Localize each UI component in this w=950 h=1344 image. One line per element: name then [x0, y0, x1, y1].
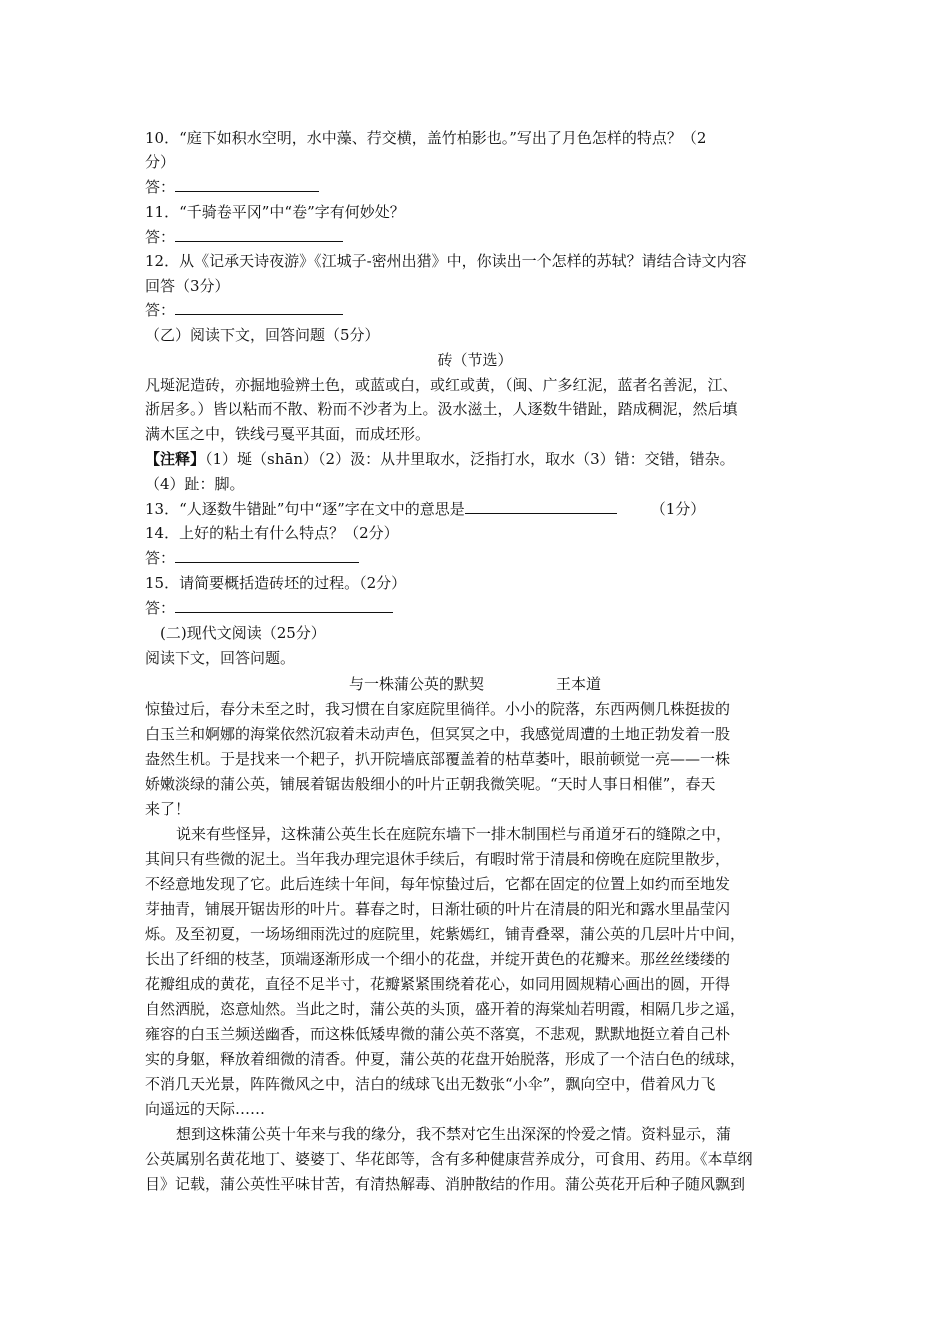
answer-line-15[interactable]: 答： [145, 596, 393, 620]
answer-line-14[interactable]: 答： [145, 546, 359, 570]
question-12-continued: 回答（3分） [145, 277, 230, 295]
passage-c-line: 自然洒脱，恣意灿然。当此之时，蒲公英的头顶，盛开着的海棠灿若明霞，相隔几步之遥， [145, 1000, 746, 1018]
question-10: 10．“庭下如积水空明，水中藻、荇交横，盖竹柏影也。”写出了月色怎样的特点？（2 [145, 129, 707, 147]
question-14: 14．上好的粘土有什么特点？（2分） [145, 524, 399, 542]
passage-c-line: 其间只有些微的泥土。当年我办理完退休手续后，有暇时常于清晨和傍晚在庭院里散步， [145, 850, 731, 868]
question-11: 11．“千骑卷平冈”中“卷”字有何妙处？ [145, 203, 405, 221]
section-c-instruction: 阅读下文，回答问题。 [145, 649, 296, 667]
passage-c-line: 说来有些怪异，这株蒲公英生长在庭院东墙下一排木制围栏与甬道牙石的缝隙之中， [176, 825, 732, 843]
passage-c-line: 白玉兰和婀娜的海棠依然沉寂着未动声色，但冥冥之中，我感觉周遭的土地正勃发着一股 [145, 725, 731, 743]
passage-c-line: 想到这株蒲公英十年来与我的缘分，我不禁对它生出深深的怜爱之情。资料显示，蒲 [176, 1125, 732, 1143]
section-b-heading: （乙）阅读下文，回答问题（5分） [145, 326, 380, 344]
passage-c-line: 公英属别名黄花地丁、婆婆丁、华花郎等，含有多种健康营养成分，可食用、药用。《本草纲 [145, 1150, 753, 1168]
passage-c-line: 惊蛰过后，春分未至之时，我习惯在自家庭院里徜徉。小小的院落，东西两侧几株挺拔的 [145, 700, 731, 718]
passage-c-line: 芽抽青，铺展开锯齿形的叶片。暮春之时，日渐壮硕的叶片在清晨的阳光和露水里晶莹闪 [145, 900, 731, 918]
passage-c-line: 烁。及至初夏，一场场细雨洗过的庭院里，姹紫嫣红，铺青叠翠，蒲公英的几层叶片中间， [145, 925, 746, 943]
answer-line-12[interactable]: 答： [145, 298, 343, 322]
passage-c-line: 来了！ [145, 800, 191, 818]
question-12: 12．从《记承天诗夜游》《江城子-密州出猎》中，你读出一个怎样的苏轼？请结合诗文内容 [145, 252, 747, 270]
passage-b-line: 凡埏泥造砖，亦掘地验辨土色，或蓝或白，或红或黄，（闽、广多红泥，蓝者名善泥，江、 [145, 376, 738, 394]
answer-line-10[interactable]: 答： [145, 175, 319, 199]
passage-b-title: 砖（节选） [437, 351, 513, 369]
passage-c-line: 长出了纤细的枝茎，顶端逐渐形成一个细小的花盘，并绽开黄色的花瓣来。那丝丝缕缕的 [145, 950, 731, 968]
annotation-label: 【注释】 [145, 450, 206, 468]
passage-c-line: 雍容的白玉兰频送幽香，而这株低矮卑微的蒲公英不落寞，不悲观，默默地挺立着自己朴 [145, 1025, 731, 1043]
passage-c-line: 目》记载，蒲公英性平味甘苦，有清热解毒、消肿散结的作用。蒲公英花开后种子随风飘到 [145, 1175, 746, 1193]
question-13[interactable]: 13．“人逐数牛错趾”句中“逐”字在文中的意思是 （1分） [145, 497, 705, 521]
passage-c-line: 花瓣组成的黄花，直径不足半寸，花瓣紧紧围绕着花心，如同用圆规精心画出的圆，开得 [145, 975, 731, 993]
question-10-continued: 分） [145, 153, 176, 171]
section-c-heading: (二)现代文阅读（25分） [160, 624, 326, 642]
passage-c-line: 向遥远的天际…… [145, 1100, 266, 1118]
answer-line-11[interactable]: 答： [145, 225, 343, 249]
passage-b-line: 浙居多。）皆以粘而不散、粉而不沙者为上。汲水滋土，人逐数牛错趾，踏成稠泥，然后填 [145, 400, 738, 418]
passage-c-title: 与一株蒲公英的默契 王本道 [0, 672, 950, 696]
passage-c-line: 不消几天光景，阵阵微风之中，洁白的绒球飞出无数张“小伞”，飘向空中，借着风力飞 [145, 1075, 716, 1093]
passage-b-line: 满木匡之中，铁线弓戛平其面，而成坯形。 [145, 425, 431, 443]
passage-c-author: 王本道 [556, 675, 602, 693]
question-15: 15．请简要概括造砖坯的过程。（2分） [145, 574, 407, 592]
passage-c-line: 实的身躯，释放着细微的清香。仲夏，蒲公英的花盘开始脱落，形成了一个洁白色的绒球， [145, 1050, 746, 1068]
passage-c-line: 娇嫩淡绿的蒲公英，铺展着锯齿般细小的叶片正朝我微笑呢。“天时人事日相催”，春天 [145, 775, 716, 793]
annotation: 【注释】（1）埏（shān）（2）汲：从井里取水，泛指打水，取水（3）错：交错，错杂。 [145, 450, 735, 468]
passage-c-line: 不经意地发现了它。此后连续十年间，每年惊蛰过后，它都在固定的位置上如约而至地发 [145, 875, 731, 893]
annotation-continued: （4）趾：脚。 [145, 475, 245, 493]
passage-c-line: 盎然生机。于是找来一个耙子，扒开院墙底部覆盖着的枯草萎叶，眼前顿觉一亮——一株 [145, 750, 731, 768]
